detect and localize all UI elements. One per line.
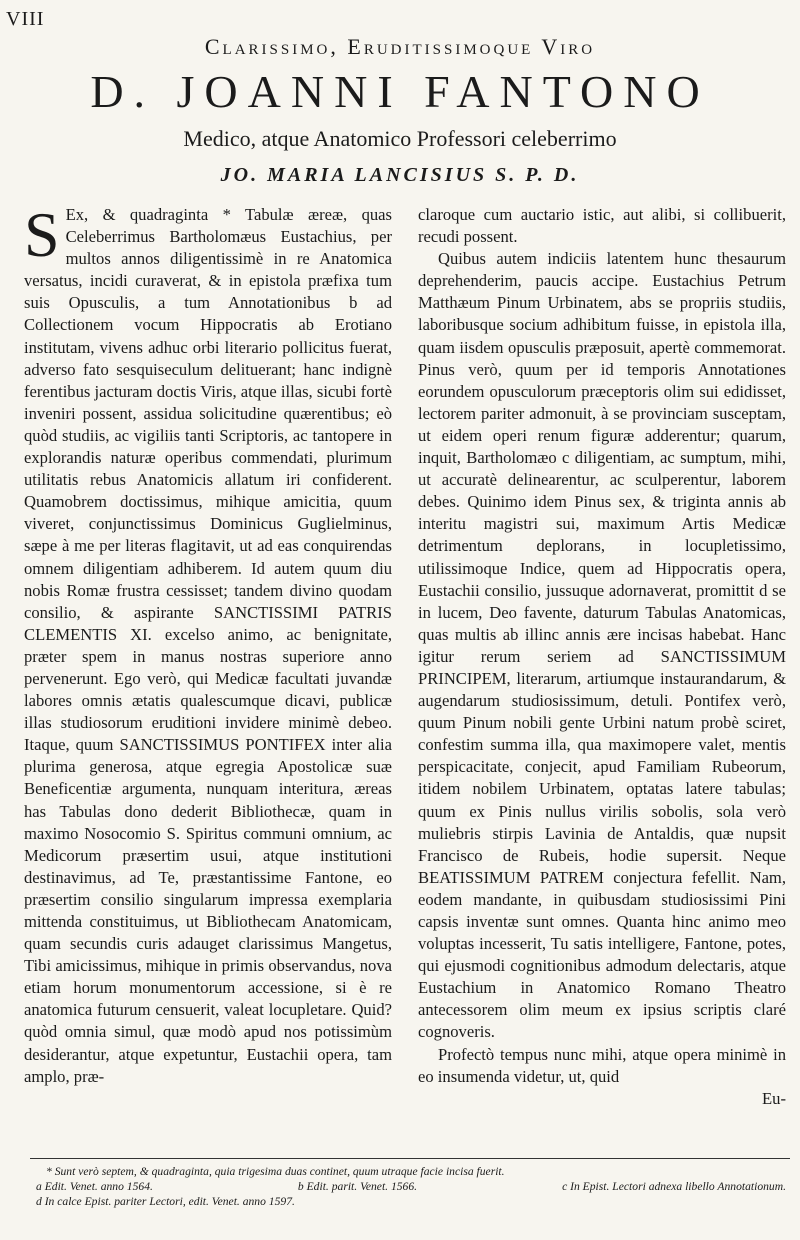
- drop-cap: S: [24, 204, 60, 270]
- footnotes: [36, 1164, 786, 1209]
- footnote-b: b Edit. parit. Venet. 1566.: [297, 1180, 418, 1193]
- footnote-a: a Edit. Venet. anno 1564.: [36, 1180, 153, 1193]
- left-column: [24, 204, 392, 1146]
- paragraph-2: Quibus autem indiciis latentem hunc thesaurum deprehenderim, paucis accipe. Eustachius Petrum Matthæum Pinum Urbinatem, abs se propriis studiis, laboribusque socium adhibitum fuisse, in epistola illa, quam iisdem opusculis præposuit, apertè commemorat. Pinus verò, quum per id temporis Annotationes eorundem opusculorum præceptoris olim sui edidisset, lectorem pariter admonuit, à se provinciam susceptam, ut eidem operi renum figuræ adderentur; quarum, inquit, Bartholomæo c diligentiam, ac sumptum, mihi, ut accuratè delinearentur, ac sculperentur, laborem debes. Quinimo idem Pinus sex, & triginta annis ab interitu magistri sui, maximum Artis Medicæ detrimentum deplorans, in locupletissimo, utilissimoque Indice, quem ad Hippocratis opera, Eustachii consilio, jussuque adornaverat, promittit d se in lucem, Deo favente, daturum Tabulas Anatomicas, quas multis ab illinc annis ære incisas habebat. Hanc igitur rerum seriem ad SANCTISSIMUM PRINCIPEM, literarum, artiumque instaurandarum, & augendarum studiosissimum, detuli. Pontifex verò, quum Pinum nobili gente Urbini natum probè sciret, confestim summa illa, qua maximopere valet, mentis perspicacitate, conjecit, apud Familiam Rubeorum, itidem nobilem Urbinatem, optatas latere tabulas; quum ex Pinis nullus virilis sobolis, sola verò muliebris stirpis Lavinia de Antaldis, quæ nupsit Francisco de Rubeis, hodie supersit. Neque BEATISSIMUM PATREM conjectura fefellit. Nam, eodem mandante, in quibusdam studiosissimi Pini capsis inventæ sunt omnes. Quanta hinc animo meo voluptas incesserit, Tu satis intelligere, Fantone, potes, qui ejusmodi cognitionibus admodum delectaris, atque Eustachium in Anatomico Romano Theatro antecessorem olim meum ex ipsius scriptis claré cognoveris.: [418, 249, 786, 1042]
- page-number: VIII: [6, 8, 45, 30]
- dedication-header: [0, 34, 800, 187]
- sender-line: JO. MARIA LANCISIUS S. P. D.: [220, 164, 580, 186]
- opening-paragraph: [24, 204, 392, 1088]
- footnote-star: * Sunt verò septem, & quadraginta, quia trigesima duas continet, quum utraque facie incisa fuerit.: [46, 1165, 505, 1178]
- paragraph-3: Profectò tempus nunc mihi, atque opera minimè in eo insumenda videtur, ut, quid: [418, 1044, 786, 1086]
- catchword: Eu-: [762, 1088, 786, 1108]
- dedication-line: Clarissimo, Eruditissimoque Viro: [204, 34, 596, 59]
- right-column: [418, 204, 786, 1146]
- footnote-row: [36, 1179, 786, 1194]
- recipient-role: Medico, atque Anatomico Professori celeberrimo: [183, 126, 617, 151]
- body-columns: [24, 204, 786, 1146]
- recipient-name: D. JOANNI FANTONO: [90, 66, 710, 117]
- footnote-rule: [30, 1158, 790, 1159]
- footnote-d: d In calce Epist. pariter Lectori, edit. Venet. anno 1597.: [36, 1195, 295, 1208]
- continuation-paragraph: claroque cum auctario istic, aut alibi, si collibuerit, recudi possent.: [418, 205, 786, 247]
- opening-paragraph-text: Ex, & quadraginta * Tabulæ æreæ, quas Celeberrimus Bartholomæus Eustachius, per multos annos diligentissimè in re Anatomica versatus, incidi curaverat, & in epistola præfixa tum suis Opusculis, a tum Annotationibus b ad Collectionem vocum Hippocratis ab Erotiano institutam, vivens adhuc orbi literario pollicitus fuerat, adverso fato sesquiseculum delituerant; hanc indignè ferentibus jacturam doctis Viris, atque illas, sicubi fortè inveniri possent, assidua solicitudine quærentibus; eò quòd studiis, ac vigiliis tanti Scriptoris, ac tantopere in explorandis naturæ operibus commendati, plurimum utilitatis rebus Anatomicis allatum iri confiderent. Quamobrem doctissimus, mihique amicitia, quum viveret, conjunctissimus Dominicus Guglielminus, sæpe à me per literas flagitavit, ut ad eas conquirendas omnem diligentiam adhiberem. Id autem quum diu nobis Romæ frustra cessisset; tandem divino quodam consilio, & aspirante SANCTISSIMI PATRIS CLEMENTIS XI. excelso animo, ac benignitate, præter spem in manus nostras superiore anno pervenerunt. Ego verò, qui Medicæ facultati juvandæ labores omnis ætatis qualescumque dicavi, publicæ illas studiosorum eruditioni invidere minimè debeo. Itaque, quum SANCTISSIMUS PONTIFEX inter alia plurima generosa, atque egregia Apostolicæ suæ Beneficentiæ argumenta, nunquam interitura, æreas has Tabulas dono dederit Bibliothecæ, quam in maximo Nosocomio S. Spiritus communi omnium, ac Medicorum præsertim usui, atque institutioni destinavimus, ad Te, præstantissime Fantone, eo præsertim consilio singularum impressa exemplaria mittenda constituimus, ut Bibliothecam Anatomicam, quam secundis curis adauget clarissimus Mangetus, Tibi amicissimus, mihique in primis observandus, nova etiam horum monumentorum accessione, si è re anatomica futurum censuerit, valeat locupletare. Quid? quòd omnia simul, quæ modò apud nos potissimùm desiderantur, atque expetuntur, Eustachii opera, tam amplo, præ-: [24, 205, 392, 1086]
- footnote-c: c In Epist. Lectori adnexa libello Annotationum.: [562, 1180, 786, 1193]
